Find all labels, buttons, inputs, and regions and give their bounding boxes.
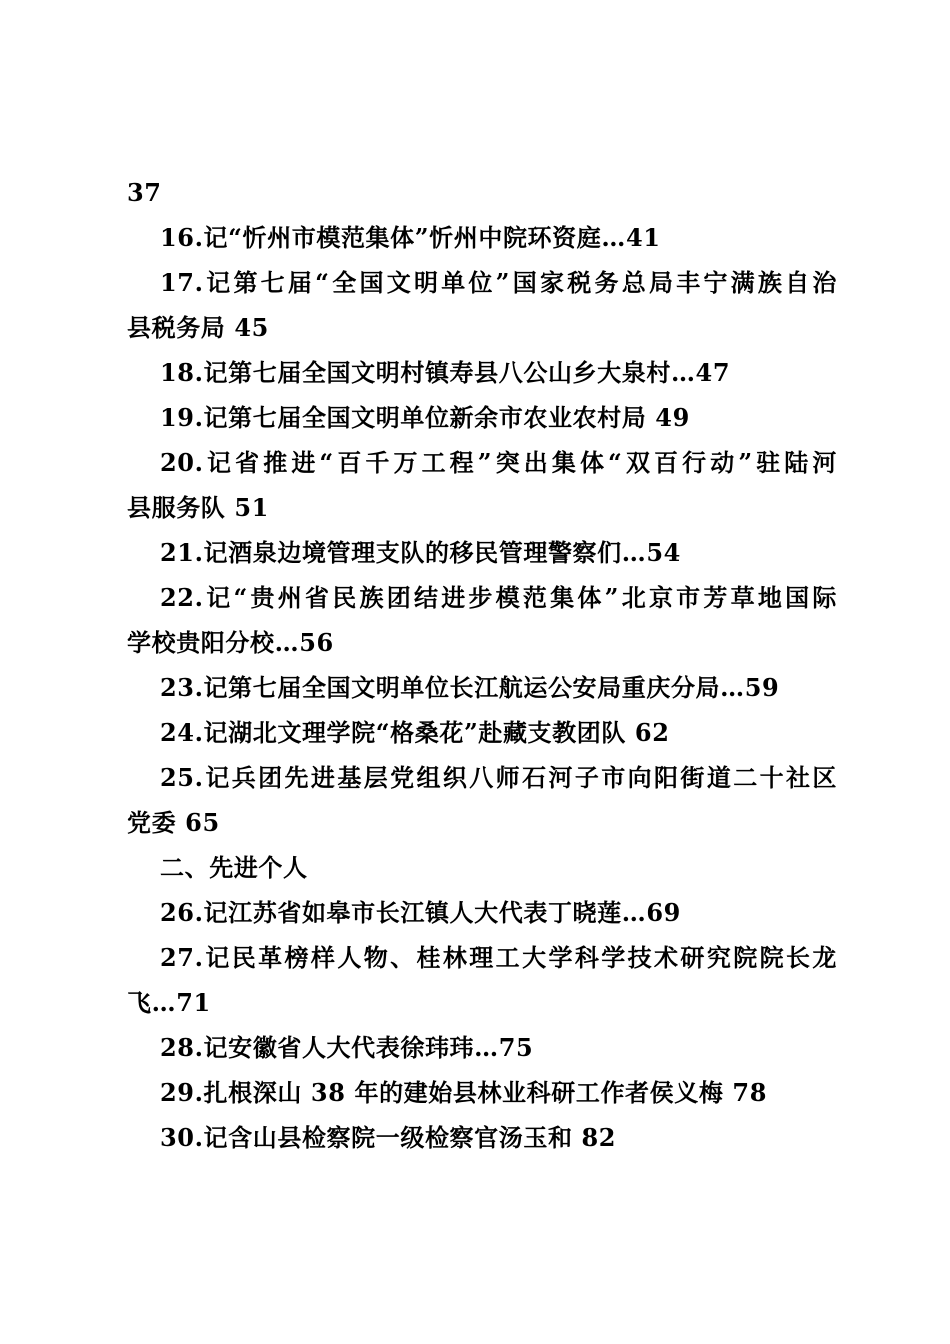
toc-entry-30: 30.记含山县检察院一级检察官汤玉和 82 (160, 1123, 617, 1152)
toc-entry-26: 26.记江苏省如皋市长江镇人大代表丁晓莲…69 (160, 898, 681, 927)
toc-continuation-page-number: 37 (127, 178, 162, 207)
table-of-contents (127, 170, 837, 1160)
toc-entry-27-line-2: 飞…71 (127, 988, 211, 1017)
toc-entry-21: 21.记酒泉边境管理支队的移民管理警察们…54 (160, 538, 681, 567)
toc-entry-20-line-1: 20.记省推进“百千万工程”突出集体“双百行动”驻陆河 (160, 448, 837, 477)
toc-entry-27-line-1: 27.记民革榜样人物、桂林理工大学科学技术研究院院长龙 (160, 943, 837, 972)
toc-entry-18: 18.记第七届全国文明村镇寿县八公山乡大泉村…47 (160, 358, 731, 387)
toc-entry-22-line-2: 学校贵阳分校…56 (127, 628, 334, 657)
toc-entry-17-line-2: 县税务局 45 (127, 313, 269, 342)
toc-entry-20-line-2: 县服务队 51 (127, 493, 269, 522)
toc-entry-29: 29.扎根深山 38 年的建始县林业科研工作者侯义梅 78 (160, 1078, 768, 1107)
toc-entry-23: 23.记第七届全国文明单位长江航运公安局重庆分局…59 (160, 673, 780, 702)
toc-entry-25-line-1: 25.记兵团先进基层党组织八师石河子市向阳街道二十社区 (160, 763, 837, 792)
toc-entry-16: 16.记“忻州市模范集体”忻州中院环资庭…41 (160, 223, 661, 252)
toc-entry-24: 24.记湖北文理学院“格桑花”赴藏支教团队 62 (160, 718, 670, 747)
toc-entry-28: 28.记安徽省人大代表徐玮玮…75 (160, 1033, 534, 1062)
toc-entry-19: 19.记第七届全国文明单位新余市农业农村局 49 (160, 403, 690, 432)
toc-entry-22-line-1: 22.记“贵州省民族团结进步模范集体”北京市芳草地国际 (160, 583, 837, 612)
section-heading-advanced-individuals: 二、先进个人 (160, 853, 308, 882)
toc-entry-25-line-2: 党委 65 (127, 808, 220, 837)
toc-entry-17-line-1: 17.记第七届“全国文明单位”国家税务总局丰宁满族自治 (160, 268, 837, 297)
